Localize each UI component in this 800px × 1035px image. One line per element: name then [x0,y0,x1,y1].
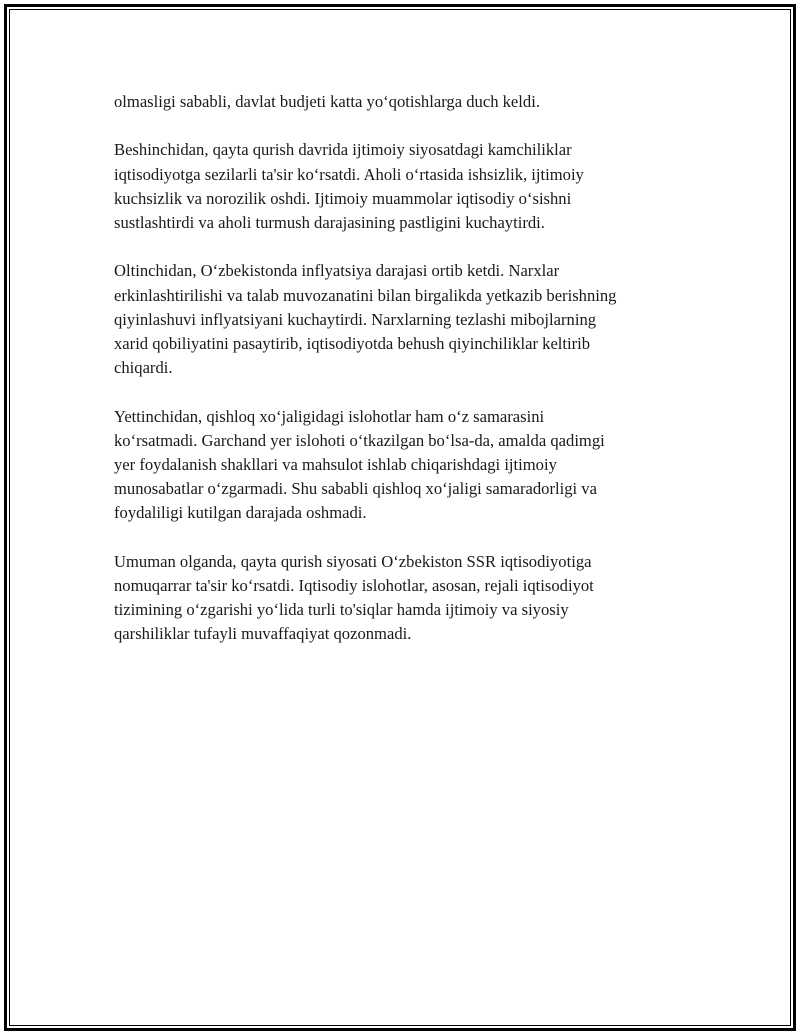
text-line: qarshiliklar tufayli muvaffaqiyat qozonmadi. [114,624,412,644]
paragraph-sixth-inflation [114,259,684,380]
text-line: Yettinchidan, qishloq xo‘jaligidagi islohotlar ham o‘z samarasini [114,406,545,426]
text-line: Oltinchidan, O‘zbekistonda inflyatsiya darajasi ortib ketdi. Narxlar [114,261,560,281]
text-line: sustlashtirdi va aholi turmush darajasining pastligini kuchaytirdi. [114,213,545,232]
text-line: Beshinchidan, qayta qurish davrida ijtimoiy siyosatdagi kamchiliklar [114,140,572,160]
text-line: yer foydalanish shakllari va mahsulot ishlab chiqarishdagi ijtimoiy [114,455,557,474]
text-line: iqtisodiyotga sezilarli ta'sir ko‘rsatdi. Aholi o‘rtasida ishsizlik, ijtimoiy [114,164,584,184]
text-line: erkinlashtirilishi va talab muvozanatini bilan birgalikda yetkazib berishning [114,285,617,305]
text-line: chiqardi. [114,358,173,378]
text-line: tizimining o‘zgarishi yo‘lida turli to'siqlar hamda ijtimoiy va siyosiy [114,600,569,620]
paragraph-conclusion [114,550,684,647]
paragraph-budget-loss [114,90,684,114]
paragraph-seventh-agriculture [114,405,684,526]
text-line: munosabatlar o‘zgarmadi. Shu sababli qishloq xo‘jaligi samaradorligi va [114,479,597,499]
text-line: xarid qobiliyatini pasaytirib, iqtisodiyotda behush qiyinchiliklar keltirib [114,334,591,353]
text-line: qiyinlashuvi inflyatsiyani kuchaytirdi. Narxlarning tezlashi mibojlarning [114,309,597,329]
document-body [114,90,684,671]
text-line: Umuman olganda, qayta qurish siyosati O‘zbekiston SSR iqtisodiyotiga [114,551,592,571]
text-line: foydaliligi kutilgan darajada oshmadi. [114,503,367,523]
text-line: ko‘rsatmadi. Garchand yer islohoti o‘tkazilgan bo‘lsa-da, amalda qadimgi [114,430,605,450]
paragraph-fifth-social-policy [114,138,684,235]
text-line: nomuqarrar ta'sir ko‘rsatdi. Iqtisodiy islohotlar, asosan, rejali iqtisodiyot [114,576,594,595]
text-line: kuchsizlik va norozilik oshdi. Ijtimoiy muammolar iqtisodiy o‘sishni [114,188,572,208]
text-line: olmasligi sababli, davlat budjeti katta yo‘qotishlarga duch keldi. [114,92,540,111]
